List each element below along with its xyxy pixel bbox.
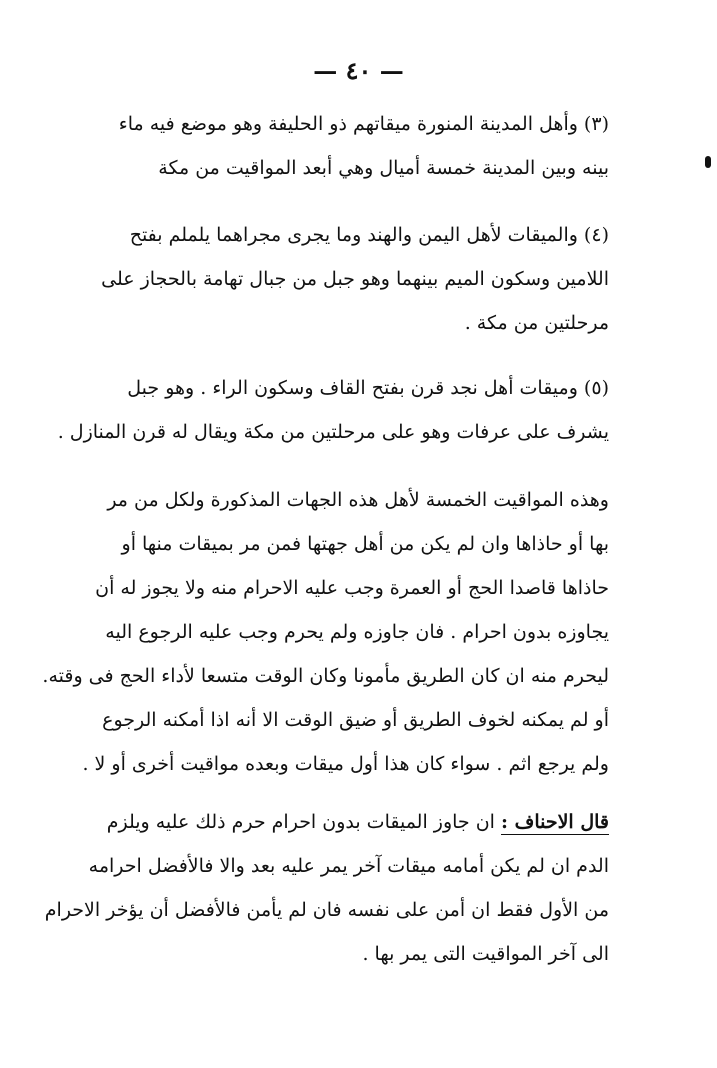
text-line: اللامين وسكون الميم بينهما وهو جبل من جبال تهامة بالحجاز على bbox=[101, 268, 609, 290]
text-line: (٤) والميقات لأهل اليمن والهند وما يجرى مجراهما يلملم بفتح bbox=[129, 224, 609, 246]
text-line: ليحرم منه ان كان الطريق مأمونا وكان الوقت متسعا لأداء الحج فى وقته. bbox=[42, 665, 609, 687]
paragraph-hanafi-opinion bbox=[44, 800, 609, 976]
text-line: بينه وبين المدينة خمسة أميال وهي أبعد المواقيت من مكة bbox=[158, 157, 609, 179]
paragraph-miqat-yemen bbox=[101, 213, 609, 345]
margin-mark bbox=[705, 156, 711, 168]
text-line: مرحلتين من مكة . bbox=[464, 312, 609, 334]
paragraph-rules bbox=[42, 478, 609, 786]
text-line: الى آخر المواقيت التى يمر بها . bbox=[362, 943, 609, 965]
text-segment: ان جاوز الميقات بدون احرام حرم ذلك عليه ويلزم bbox=[106, 811, 495, 833]
text-line: ولم يرجع اثم . سواء كان هذا أول ميقات وبعده مواقيت أخرى أو لا . bbox=[82, 753, 609, 775]
text-line: بها أو حاذاها وان لم يكن من أهل جهتها فمن مر بميقات منها أو bbox=[121, 533, 609, 555]
text-line: (٣) وأهل المدينة المنورة ميقاتهم ذو الحليفة وهو موضع فيه ماء bbox=[118, 113, 609, 135]
text-line: يشرف على عرفات وهو على مرحلتين من مكة ويقال له قرن المنازل . bbox=[57, 421, 609, 443]
text-line-with-label bbox=[106, 800, 609, 844]
text-line: من الأول فقط ان أمن على نفسه فان لم يأمن فالأفضل أن يؤخر الاحرام bbox=[44, 899, 609, 921]
hanafi-label: قال الاحناف : bbox=[501, 811, 609, 833]
paragraph-miqat-najd bbox=[57, 366, 609, 454]
text-line: حاذاها قاصدا الحج أو العمرة وجب عليه الاحرام منه ولا يجوز له أن bbox=[95, 577, 609, 599]
text-line: (٥) وميقات أهل نجد قرن بفتح القاف وسكون الراء . وهو جبل bbox=[127, 377, 609, 399]
text-line: الدم ان لم يكن أمامه ميقات آخر يمر عليه بعد والا فالأفضل احرامه bbox=[88, 855, 609, 877]
page-number: — ٤٠ — bbox=[313, 56, 404, 85]
text-line: وهذه المواقيت الخمسة لأهل هذه الجهات المذكورة ولكل من مر bbox=[107, 489, 609, 511]
paragraph-miqat-madinah bbox=[109, 102, 609, 190]
text-line: يجاوزه بدون احرام . فان جاوزه ولم يحرم وجب عليه الرجوع اليه bbox=[105, 621, 609, 643]
text-line: أو لم يمكنه لخوف الطريق أو ضيق الوقت الا أنه اذا أمكنه الرجوع bbox=[102, 709, 609, 731]
